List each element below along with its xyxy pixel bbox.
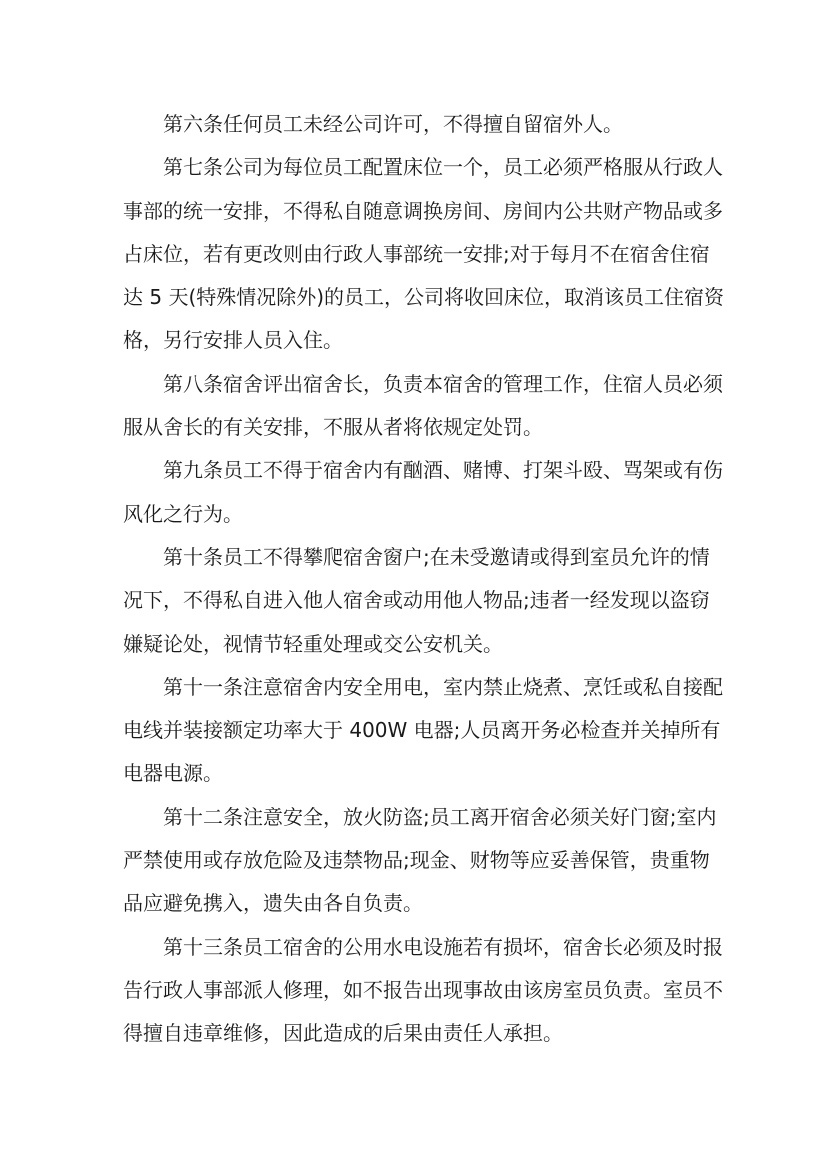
paragraph-line: 第九条员工不得于宿舍内有酗酒、赌博、打架斗殴、骂架或有伤	[163, 458, 723, 483]
paragraph-line: 第七条公司为每位员工配置床位一个，员工必须严格服从行政人	[163, 155, 723, 180]
paragraph-line: 事部的统一安排，不得私自随意调换房间、房间内公共财产物品或多	[123, 198, 723, 223]
paragraph-line: 得擅自违章维修，因此造成的后果由责任人承担。	[123, 1021, 563, 1046]
paragraph-line: 告行政人事部派人修理，如不报告出现事故由该房室员负责。室员不	[123, 977, 723, 1002]
paragraph	[123, 536, 710, 666]
paragraph	[123, 926, 723, 1056]
paragraph-line: 占床位，若有更改则由行政人事部统一安排;对于每月不在宿舍住宿	[123, 241, 710, 266]
paragraph-line: 第六条任何员工未经公司许可，不得擅自留宿外人。	[163, 112, 623, 136]
paragraph-line: 第十一条注意宿舍内安全用电，室内禁止烧煮、烹饪或私自接配	[163, 674, 723, 699]
paragraph-line: 第十二条注意安全，放火防盗;员工离开宿舍必须关好门窗;室内	[163, 804, 717, 829]
paragraph-line: 严禁使用或存放危险及违禁物品;现金、财物等应妥善保管，贵重物	[123, 848, 710, 873]
paragraph	[123, 146, 725, 362]
paragraph-line: 服从舍长的有关安排，不服从者将依规定处罚。	[123, 415, 543, 440]
paragraph-line: 风化之行为。	[123, 501, 243, 526]
paragraph-line: 第十条员工不得攀爬宿舍窗户;在未受邀请或得到室员允许的情	[163, 544, 710, 569]
paragraph	[123, 796, 717, 926]
paragraph	[123, 103, 705, 146]
document-body	[123, 103, 725, 1056]
paragraph-line: 嫌疑论处，视情节轻重处理或交公安机关。	[123, 631, 503, 656]
paragraph-line: 达 5 天(特殊情况除外)的员工，公司将收回床位，取消该员工住宿资	[123, 285, 725, 310]
paragraph	[123, 449, 723, 536]
paragraph-line: 况下，不得私自进入他人宿舍或动用他人物品;违者一经发现以盗窃	[123, 588, 710, 613]
paragraph-line: 格，另行安排人员入住。	[123, 328, 343, 353]
paragraph	[123, 666, 723, 796]
paragraph	[123, 363, 723, 450]
paragraph-line: 电线并装接额定功率大于 400W 电器;人员离开务必检查并关掉所有	[123, 718, 721, 743]
paragraph-line: 品应避免携入，遗失由各自负责。	[123, 891, 423, 916]
paragraph-line: 第十三条员工宿舍的公用水电设施若有损坏，宿舍长必须及时报	[163, 934, 723, 959]
paragraph-line: 电器电源。	[123, 761, 223, 786]
paragraph-line: 第八条宿舍评出宿舍长，负责本宿舍的管理工作，住宿人员必须	[163, 371, 723, 396]
